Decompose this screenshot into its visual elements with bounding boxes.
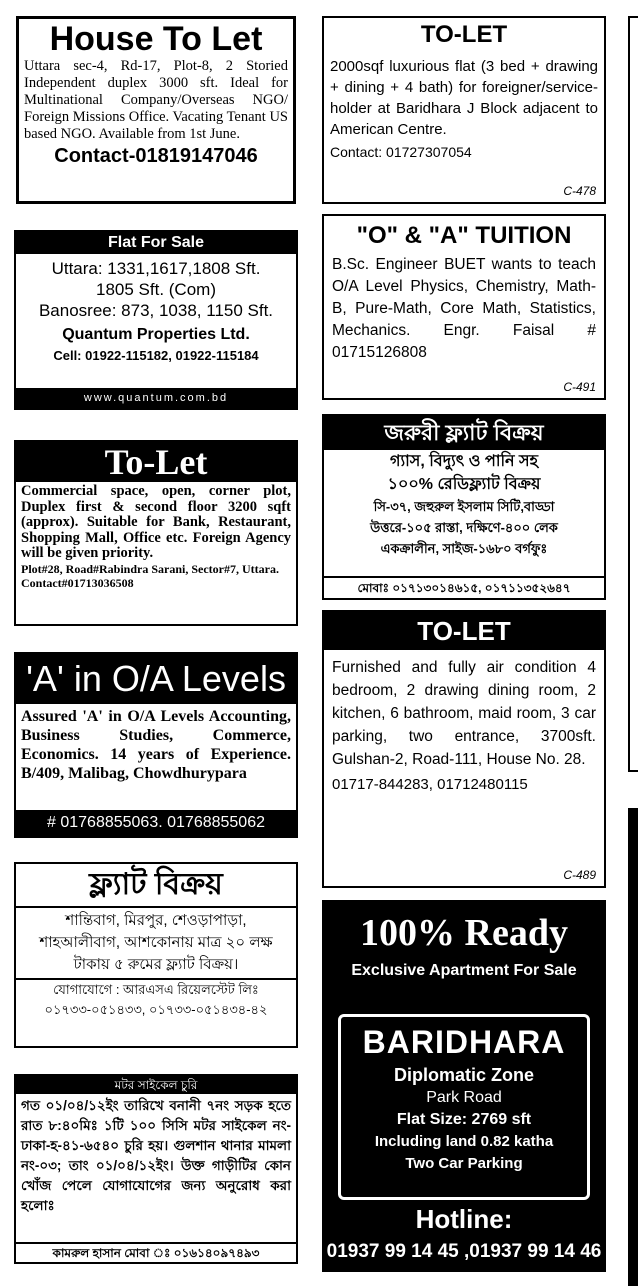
ad-code: C-489	[563, 868, 596, 882]
ad-body: Furnished and fully air condition 4 bedroom, 2 drawing dining room, 2 kitchen, 6 bathroom, maid room, 3 car parking, two entrance, 3700sft. Gulshan-2, Road-111, House No. 28.	[332, 659, 596, 768]
ad-title: ফ্ল্যাট বিক্রয়	[16, 864, 296, 908]
ad-title: মটর সাইকেল চুরি	[16, 1076, 296, 1094]
ad-headline: 100% Ready	[360, 912, 568, 954]
ad-title: TO-LET	[420, 21, 508, 48]
ad-address: Plot#28, Road#Rabindra Sarani, Sector#7, Uttara. Contact#01713036508	[21, 561, 279, 590]
ad-line: উত্তরে-১০৫ রাস্তা, দক্ষিণে-৪০০ লেক	[370, 520, 558, 535]
ad-line: সি-৩৭, জহুরুল ইসলাম সিটি,বাড্ডা	[373, 499, 555, 514]
ad-cell: Cell: 01922-115182, 01922-115184	[53, 348, 259, 363]
ad-subhead: Exclusive Apartment For Sale	[351, 962, 577, 979]
ad-body: Uttara sec-4, Rd-17, Plot-8, 2 Storied Independent duplex 3000 sft. Ideal for Multinational Company/Overseas NGO/ Foreign Missions Office. Vacating Tenant US based NGO. Available from 1st June.	[24, 58, 288, 142]
ad-land: Including land 0.82 katha	[374, 1133, 554, 1150]
ad-house-to-let	[16, 16, 296, 204]
ad-title: To-Let	[16, 442, 296, 482]
ad-road: Park Road	[426, 1089, 502, 1106]
ad-bangla-urgent-flat	[322, 414, 606, 600]
ad-body: শান্তিবাগ, মিরপুর, শেওড়াপাড়া, শাহআলীবাগ, আশকোনায় মাত্র ২০ লক্ষ টাকায় ৫ রুমের ফ্ল্যাট বিক্রয়।	[39, 912, 273, 973]
ad-line: Uttara: 1331,1617,1808 Sft.	[51, 259, 261, 278]
ad-line: একক্রালীন, সাইজ-১৬৮০ বর্গফুঃ	[380, 541, 548, 556]
ad-body: Commercial space, open, corner plot, Duplex first & second floor 3200 sqft (approx). Suitable for Bank, Restaurant, Shopping Mall, Office etc. Foreign Agency will be given priority.	[21, 483, 291, 561]
ad-body: 2000sqf luxurious flat (3 bed + drawing + dining + 4 bath) for foreigner/service-holder at Baridhara J Block adjacent to American Centre.	[330, 58, 598, 138]
ad-company: Quantum Properties Ltd.	[62, 326, 250, 343]
ad-bangla-flat-sale	[14, 862, 298, 1048]
ad-phone: মোবাঃ ০১৭১৩০১৪৬১৫, ০১৭১১৩৫২৬৪৭	[324, 576, 604, 598]
ad-box-title: BARIDHARA	[362, 1024, 566, 1060]
ad-hotline-label: Hotline:	[415, 1204, 513, 1234]
ad-title: Flat For Sale	[16, 232, 296, 254]
ad-contact: Contact: 01727307054	[330, 144, 472, 160]
ad-to-let-baridhara	[322, 16, 606, 204]
ad-ready-apartment	[322, 900, 606, 1272]
ad-flat-for-sale	[14, 230, 298, 410]
ad-title: TO-LET	[324, 612, 604, 650]
cropped-adjacent-ad	[628, 16, 638, 772]
ad-zone: Diplomatic Zone	[393, 1065, 534, 1085]
ad-title: "O" & "A" TUITION	[356, 222, 572, 249]
cropped-adjacent-ad	[628, 808, 638, 1286]
ad-phone: ০১৭৩৩-০৫১৪৩৩, ০১৭৩৩-০৫১৪৩৪-৪২	[44, 1002, 268, 1017]
ad-oa-levels	[14, 652, 298, 838]
ad-line: ১০০% রেডিফ্ল্যাট বিক্রয়	[387, 476, 541, 493]
ad-oa-tuition	[322, 214, 606, 400]
ad-feature-box	[338, 1014, 590, 1200]
ad-body: Assured 'A' in O/A Levels Accounting, Business Studies, Commerce, Economics. 14 years of Experience. B/409, Malibag, Chowdhurypara	[21, 708, 291, 782]
ad-line: গ্যাস, বিদ্যুৎ ও পানি সহ	[389, 453, 539, 470]
ad-website: www.quantum.com.bd	[16, 388, 296, 408]
ad-company: যোগাযোগে : আরএসএ রিয়েলস্টেট লিঃ	[16, 978, 296, 1000]
ad-contact: কামরুল হাসান মোবা ঃ ০১৬১৪০৯৭৪৯৩	[16, 1242, 296, 1262]
ad-body: গত ০১/০৪/১২ইং তারিখে বনানী ৭নং সড়ক হতে রাত ৮:৪০মিঃ ১টি ১০০ সিসি মটর সাইকেল নং- ঢাকা-হ-৪১-৬৫৪০ চুরি হয়। গুলশান থানার মামলা নং-০৩; তাং ০১/০৪/১২ইং। উক্ত গাড়ীটির কোন খোঁজ পেলে যোগাযোগের জন্য অনুরোধ করা হলোঃ	[21, 1098, 291, 1213]
ad-title: House To Let	[49, 20, 263, 58]
ad-line: 1805 Sft. (Com)	[96, 280, 216, 299]
ad-title: 'A' in O/A Levels	[16, 654, 296, 704]
ad-to-let-gulshan	[322, 610, 606, 888]
ad-code: C-491	[563, 380, 596, 394]
ad-phone: # 01768855063. 01768855062	[16, 810, 296, 836]
ad-code: C-478	[563, 184, 596, 198]
ad-phone: 01717-844283, 01712480115	[332, 776, 528, 793]
ad-body: B.Sc. Engineer BUET wants to teach O/A Level Physics, Chemistry, Math-B, Pure-Math, Core Math, Statistics, Mechanics. Engr. Faisal # 01715126808	[332, 256, 596, 361]
ad-line: Banosree: 873, 1038, 1150 Sft.	[38, 301, 274, 320]
ad-title: জরুরী ফ্ল্যাট বিক্রয়	[324, 416, 604, 450]
ad-commercial-to-let	[14, 440, 298, 626]
ad-contact: Contact-01819147046	[54, 145, 258, 167]
ad-size: Flat Size: 2769 sft	[396, 1111, 532, 1128]
ad-motorcycle-theft	[14, 1074, 298, 1264]
ad-hotline: 01937 99 14 45 ,01937 99 14 46	[326, 1241, 602, 1262]
ad-parking: Two Car Parking	[405, 1155, 523, 1172]
